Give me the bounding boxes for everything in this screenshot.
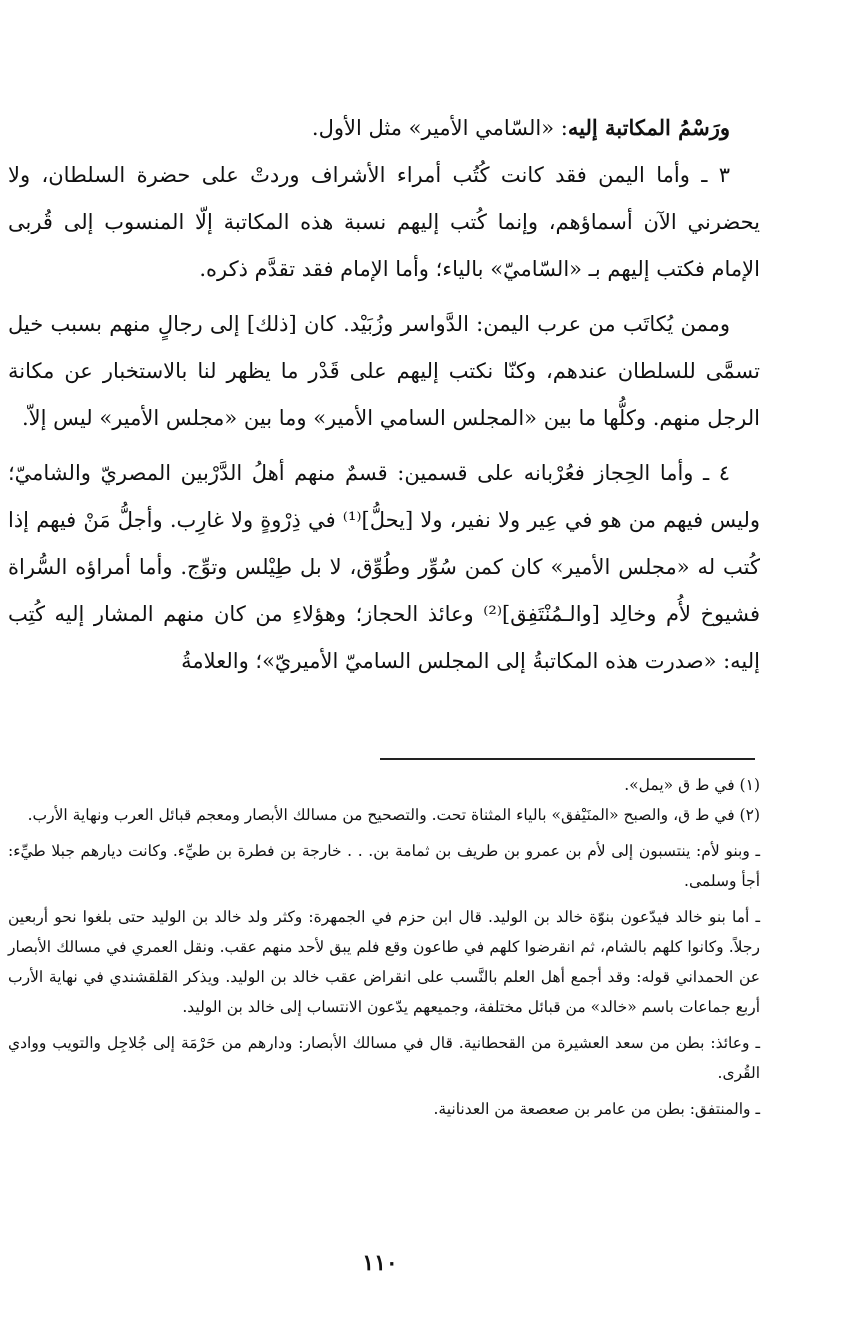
note-bani-lam: ـ وبنو لأم: ينتسبون إلى لأم بن عمرو بن طريف بن ثمامة بن. . . خارجة بن فطرة بن طيِّء. وكانت ديارهم جبلا طيِّء: أجأ وسلمى.	[8, 842, 760, 890]
salutation-text: : «السّامي الأمير» مثل الأول.	[311, 116, 568, 140]
paragraph-hijaz: ٤ ـ وأما الحِجاز فعُرْبانه على قسمين: قسمٌ منهم أهلُ الدَّرْبين المصريّ والشاميّ؛ وليس فيهم من هو في عِير ولا نفير، ولا [يحلُّ]⁽¹⁾ في ذِرْوةٍ ولا غارِب. وأجلُّ مَنْ فيهم إذا كُتب له «مجلس الأمير» كان كمن سُوِّر وطُوِّق، لا بل طِيْلس وتوِّج. وأما أمراؤه السُّراة فشيوخ لأُم وخالِد [والـمُنْتَفِق]⁽²⁾ وعائذ الحجاز؛ وهؤلاءِ من كان منهم المشار إليه كُتِب إليه: «صدرت هذه المكاتبةُ إلى المجلس الساميّ الأميريّ»؛ والعلامةُ	[8, 461, 761, 673]
footnotes-block	[8, 770, 760, 1124]
salutation-heading: ورَسْمُ المكاتبة إليه	[567, 115, 730, 140]
paragraph-yemen-arabs: وممن يُكاتَب من عرب اليمن: الدَّواسر وزُبَيْد. كان [ذلك] إلى رجالٍ منهم بسبب خيل تسمَّى للسلطان عندهم، وكنّا نكتب إليهم على قَدْر ما يظهر لنا بالاستخبار عن مكانة الرجل منهم. وكلُّها ما بين «المجلس السامي الأمير» وما بين «مجلس الأمير» ليس إلاّ.	[8, 312, 760, 430]
note-muntafiq: ـ والمنتفق: بطن من عامر بن صعصعة من العدنانية.	[433, 1100, 760, 1118]
footnote-1: (١) في ط ق «يمل».	[624, 776, 760, 794]
paragraph-yemen: ٣ ـ وأما اليمن فقد كانت كُتُب أمراء الأشراف وردتْ على حضرة السلطان، ولا يحضرني الآن أسماؤهم، وإنما كُتب إليهم نسبة هذه المكاتبة إلّا المنسوب إلى قُربى الإمام فكتب إليهم بـ «السّاميّ» بالياء؛ وأما الإمام فقد تقدَّم ذكره.	[8, 163, 760, 281]
note-bani-khalid: ـ أما بنو خالد فيدّعون بنوّة خالد بن الوليد. قال ابن حزم في الجمهرة: وكثر ولد خالد بن الوليد حتى بلغوا نحو أربعين رجلاً. وكانوا كلهم بالشام، ثم انقرضوا كلهم في طاعون وقع فلم يبق لأحد منهم عقب. ونقل العمري في مسالك الأبصار عن الحمداني قوله: وقد أجمع أهل العلم بالنَّسب على انقراض عقب خالد بن الوليد. ويذكر القلقشندي في نهاية الأرب أربع جماعات باسم «خالد» من قبائل مختلفة، وجميعهم يدّعون الانتساب إلى خالد بن الوليد.	[8, 908, 760, 1016]
footnote-2: (٢) في ط ق، والصبح «المنَيْفق» بالياء المثناة تحت. والتصحيح من مسالك الأبصار ومعجم قبائل العرب ونهاية الأرب.	[27, 806, 760, 824]
footnote-separator	[380, 758, 755, 760]
main-text-block	[8, 104, 760, 685]
paragraph-salutation	[8, 104, 760, 152]
page-number: ١١٠	[362, 1250, 398, 1276]
note-aaidh: ـ وعائذ: بطن من سعد العشيرة من القحطانية. قال في مسالك الأبصار: ودارهم من حَرْمَة إلى جُلاجِل والتويب ووادي القُرى.	[8, 1034, 760, 1082]
